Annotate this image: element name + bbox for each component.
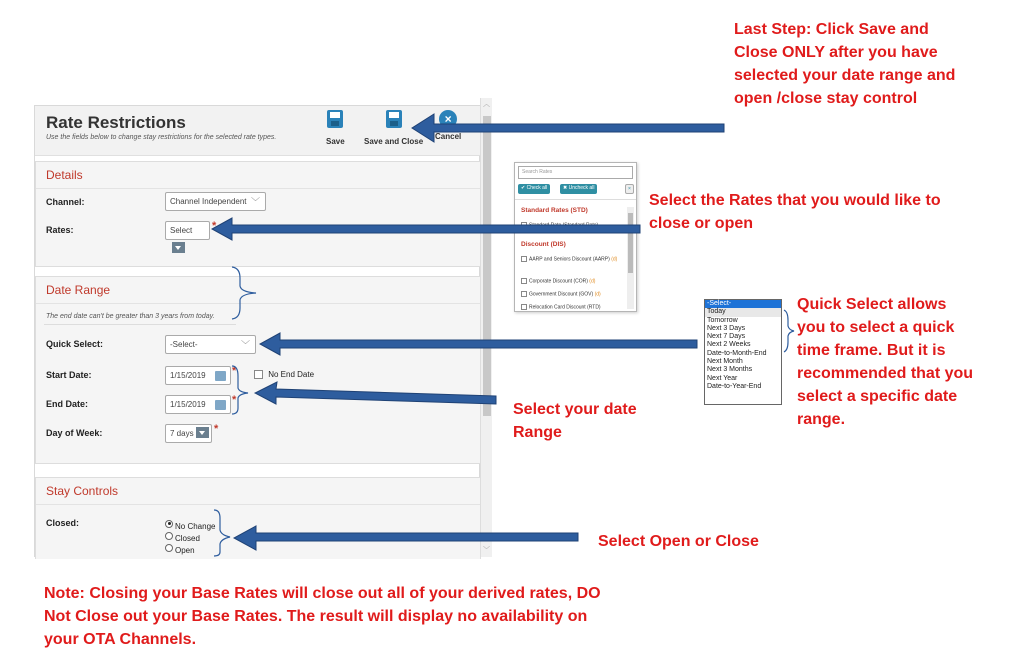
- day-of-week-label: Day of Week:: [46, 428, 103, 438]
- rate-item-corporate[interactable]: Corporate Discount (COR) (d): [521, 278, 625, 285]
- list-item[interactable]: Today: [705, 308, 781, 316]
- end-date-label: End Date:: [46, 399, 89, 409]
- annotation-select-rates: Select the Rates that you would like to close or open: [649, 192, 941, 232]
- list-item[interactable]: Next Year: [707, 374, 738, 382]
- required-marker: *: [232, 394, 237, 406]
- page-title: Rate Restrictions: [46, 113, 186, 132]
- required-marker: *: [214, 423, 219, 435]
- radio-closed[interactable]: Closed: [165, 528, 200, 546]
- date-range-note: The end date can't be greater than 3 years from today.: [46, 313, 215, 320]
- rate-group-discount: Discount (DIS): [521, 241, 566, 248]
- day-of-week-select[interactable]: 7 days: [165, 424, 212, 443]
- brace-radios: [214, 510, 230, 556]
- arrow-date-range: [255, 382, 496, 404]
- page-subtitle: Use the fields below to change stay restrictions for the selected rate types.: [46, 134, 277, 141]
- no-end-date-label: No End Date: [268, 370, 315, 379]
- list-item[interactable]: Next Month: [707, 358, 743, 366]
- details-heading: Details: [36, 162, 480, 189]
- close-icon[interactable]: ×: [625, 184, 634, 194]
- save-and-close-label: Save and Close: [364, 137, 424, 146]
- brace-date-range: [232, 267, 256, 319]
- chevron-down-icon: ﹀: [250, 197, 260, 207]
- list-item[interactable]: Date-to-Month-End: [707, 349, 767, 357]
- required-marker: *: [212, 220, 217, 232]
- annotation-last-step: Last Step: Click Save and Close ONLY after you have selected your date range and open /close stay control: [734, 21, 956, 107]
- date-range-heading: Date Range: [36, 277, 480, 304]
- channel-label: Channel:: [46, 197, 85, 207]
- radio-no-change[interactable]: No Change: [165, 516, 215, 534]
- chevron-down-icon: ﹀: [240, 340, 250, 350]
- rate-item-aarp[interactable]: AARP and Seniors Discount (AARP) (d): [521, 256, 625, 263]
- annotation-open-close: Select Open or Close: [598, 533, 759, 550]
- arrow-stay-controls: [234, 526, 578, 550]
- required-marker: *: [232, 365, 237, 377]
- list-item[interactable]: Next 3 Days: [707, 324, 746, 332]
- arrow-save-close: [412, 114, 724, 142]
- save-button-label: Save: [326, 137, 345, 146]
- brace-dates: [232, 366, 248, 414]
- quick-select-label: Quick Select:: [46, 339, 104, 349]
- list-item[interactable]: Next 3 Months: [707, 366, 753, 374]
- annotation-quick-select: Quick Select allows you to select a quick time frame. But it is recommended that you select a specific date range.: [797, 296, 974, 428]
- annotation-note: Note: Closing your Base Rates will close out all of your derived rates, DO Not Close out your Base Rates. The result will display no availability on your OTA Channels.: [44, 585, 601, 648]
- list-item[interactable]: Next 2 Weeks: [707, 341, 751, 349]
- start-date-input[interactable]: 1/15/2019: [165, 366, 231, 385]
- list-item[interactable]: Tomorrow: [707, 316, 738, 324]
- rates-label: Rates:: [46, 225, 74, 235]
- rate-item-relocation[interactable]: Relocation Card Discount (RTD): [521, 304, 625, 310]
- list-item[interactable]: -Select-: [705, 300, 781, 308]
- rate-group-standard: Standard Rates (STD): [521, 207, 588, 214]
- arrow-quick-select: [260, 333, 697, 355]
- uncheck-all-button[interactable]: ✖ Uncheck all: [560, 184, 597, 194]
- stay-controls-heading: Stay Controls: [36, 478, 480, 505]
- annotation-date-range: Select your date Range: [513, 401, 637, 441]
- scroll-up-icon[interactable]: ︿: [483, 101, 490, 108]
- channel-select[interactable]: Channel Independent ﹀: [165, 192, 266, 211]
- quick-select-dropdown[interactable]: -Select- ﹀: [165, 335, 256, 354]
- list-item[interactable]: Date-to-Year-End: [707, 382, 762, 390]
- radio-open[interactable]: Open: [165, 540, 195, 558]
- cancel-button-label: Cancel: [435, 132, 462, 141]
- list-item[interactable]: Next 7 Days: [707, 333, 746, 341]
- check-all-button[interactable]: ✔ Check all: [518, 184, 550, 194]
- scroll-down-icon[interactable]: ﹀: [483, 547, 490, 554]
- closed-label: Closed:: [46, 518, 80, 528]
- rate-item-government[interactable]: Government Discount (GOV) (d): [521, 291, 625, 298]
- start-date-label: Start Date:: [46, 370, 92, 380]
- arrow-rates: [212, 218, 640, 240]
- brace-quick-select: [784, 310, 794, 352]
- close-icon: ×: [439, 110, 457, 128]
- rates-select[interactable]: Select: [165, 221, 210, 240]
- rates-search-input[interactable]: Search Rates: [518, 166, 633, 179]
- end-date-input[interactable]: 1/15/2019: [165, 395, 231, 414]
